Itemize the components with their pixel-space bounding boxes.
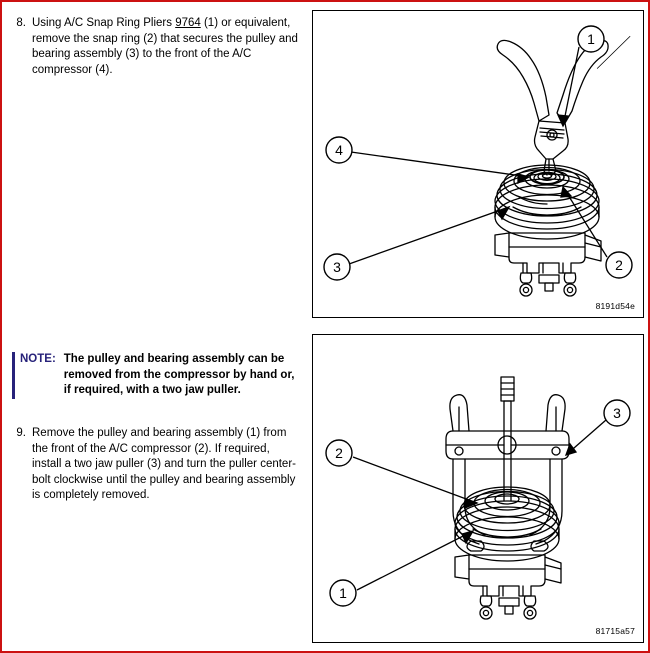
note-accent-bar — [12, 352, 15, 399]
figure-code: 81715a57 — [595, 626, 635, 636]
step-text-tail: (1) or equivalent, remove the snap ring (2) that secures the pulley and bearing assembly (3) to the front of the A/C compressor (4). — [32, 17, 298, 76]
two-jaw-puller-illustration — [313, 335, 643, 642]
callout-2-label: 2 — [615, 257, 623, 273]
snap-ring-pliers-figure — [312, 10, 644, 318]
step-item — [10, 16, 302, 78]
part-number: 9764 — [175, 17, 201, 29]
step-text: Remove the pulley and bearing assembly (1) from the front of the A/C compressor (2). If required, install a two jaw puller (3) and turn the puller center-bolt clockwise until the pulley and bearing assembly is completely removed. — [32, 427, 296, 501]
note-label: NOTE: — [20, 353, 56, 365]
figure-code: 8191d54e — [595, 301, 635, 311]
callout-3-label: 3 — [333, 259, 341, 275]
step-text — [32, 16, 302, 78]
two-jaw-puller-figure — [312, 334, 644, 643]
note-text: The pulley and bearing assembly can be removed from the compressor by hand or, if required, with a two jaw puller. — [63, 353, 295, 396]
step-number: 8. — [16, 17, 26, 29]
callout-4-label: 4 — [335, 142, 343, 158]
snap-ring-pliers-illustration — [313, 11, 643, 317]
step-item — [10, 426, 302, 504]
step-number: 9. — [16, 427, 26, 439]
note-block — [12, 352, 302, 399]
callout-1-label: 1 — [587, 31, 595, 47]
callout-3-label: 3 — [613, 405, 621, 421]
callout-2-label: 2 — [335, 445, 343, 461]
callout-1-label: 1 — [339, 585, 347, 601]
step-text-lead: Using A/C Snap Ring Pliers — [32, 17, 176, 29]
text-column — [2, 2, 310, 651]
